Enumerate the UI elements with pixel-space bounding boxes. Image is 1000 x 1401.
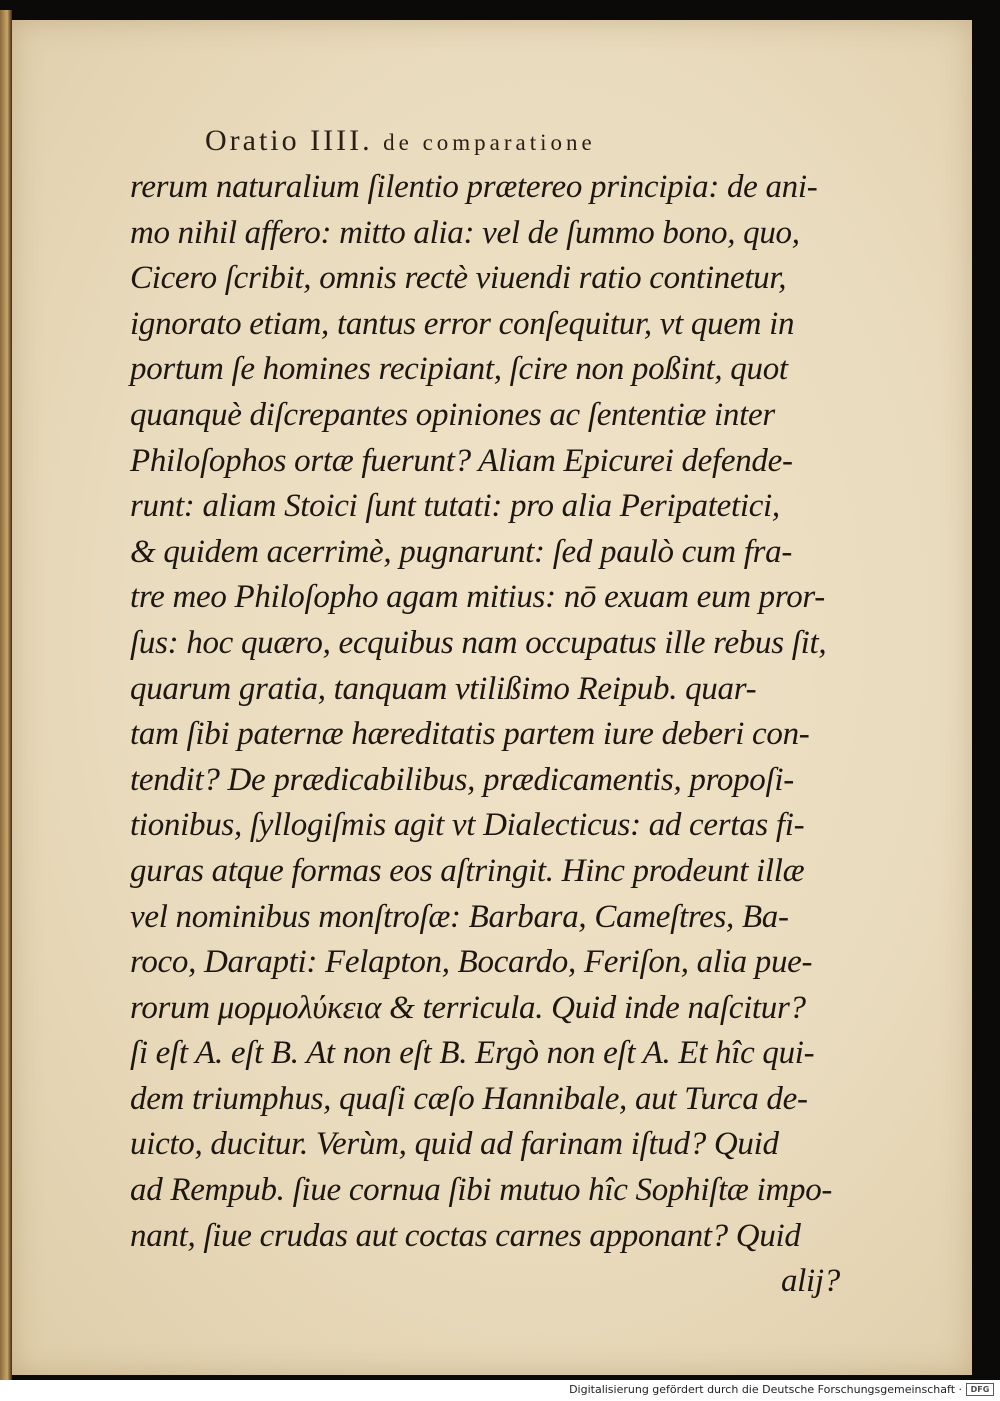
text-line: guras atque formas eos aſtringit. Hinc prodeunt illæ — [130, 852, 805, 889]
text-line: rerum naturalium ſilentio prætereo principia: de ani- — [130, 169, 818, 205]
text-line: ſi eſt A. eſt B. At non eſt B. Ergò non eſt A. Et hîc qui- — [130, 1035, 815, 1072]
text-line: alij? — [780, 1263, 840, 1300]
text-line: vel nominibus monſtroſæ: Barbara, Cameſtres, Ba- — [130, 898, 789, 935]
text-line: uicto, ducitur. Verùm, quid ad farinam iſtud? Quid — [130, 1126, 779, 1163]
text-line: rorum μορμολύκεια & terricula. Quid inde naſcitur? — [130, 989, 806, 1026]
text-line: portum ſe homines recipiant, ſcire non poßint, quot — [130, 351, 788, 388]
running-head — [205, 124, 865, 164]
text-line: ignorato etiam, tantus error conſequitur, vt quem in — [130, 305, 795, 342]
text-line: dem triumphus, quaſi cæſo Hannibale, aut Turca de- — [130, 1080, 808, 1117]
running-head-title: Oratio IIII. — [205, 124, 373, 157]
text-line: mo nihil affero: mitto alia: vel de ſummo bono, quo, — [130, 214, 800, 251]
text-line: tam ſibi paternæ hæreditatis partem iure deberi con- — [130, 716, 810, 753]
text-line: nant, ſiue crudas aut coctas carnes apponant? Quid — [130, 1217, 801, 1254]
running-head-subtitle: de comparatione — [383, 130, 596, 155]
text-line: roco, Darapti: Felapton, Bocardo, Feriſon, alia pue- — [130, 944, 813, 981]
text-line: tendit? De prædicabilibus, prædicamentis, propoſi- — [130, 761, 794, 798]
book-edge — [0, 10, 12, 1380]
text-line: runt: aliam Stoici ſunt tutati: pro alia Peripatetici, — [130, 488, 780, 525]
dfg-logo: DFG — [966, 1383, 994, 1396]
text-line: tionibus, ſyllogiſmis agit vt Dialecticus: ad certas fi- — [130, 807, 805, 844]
text-line: & quidem acerrimè, pugnarunt: ſed paulò cum fra- — [130, 533, 793, 570]
text-line: ad Rempub. ſiue cornua ſibi mutuo hîc Sophiſtæ impo- — [130, 1172, 833, 1209]
text-line: quanquè diſcrepantes opiniones ac ſententiæ inter — [130, 396, 775, 433]
text-line: quarum gratia, tanquam vtilißimo Reipub. quar- — [130, 670, 757, 707]
body-text — [130, 165, 930, 1305]
footer-credit: Digitalisierung gefördert durch die Deutsche Forschungsgemeinschaft · — [569, 1383, 962, 1396]
text-line: ſus: hoc quæro, ecquibus nam occupatus ille rebus ſit, — [130, 624, 827, 661]
text-line: tre meo Philoſopho agam mitius: nō exuam eum pror- — [130, 579, 825, 616]
text-line: Philoſophos ortæ fuerunt? Aliam Epicurei defende- — [130, 442, 793, 479]
text-line: Cicero ſcribit, omnis rectè viuendi ratio continetur, — [130, 260, 787, 297]
